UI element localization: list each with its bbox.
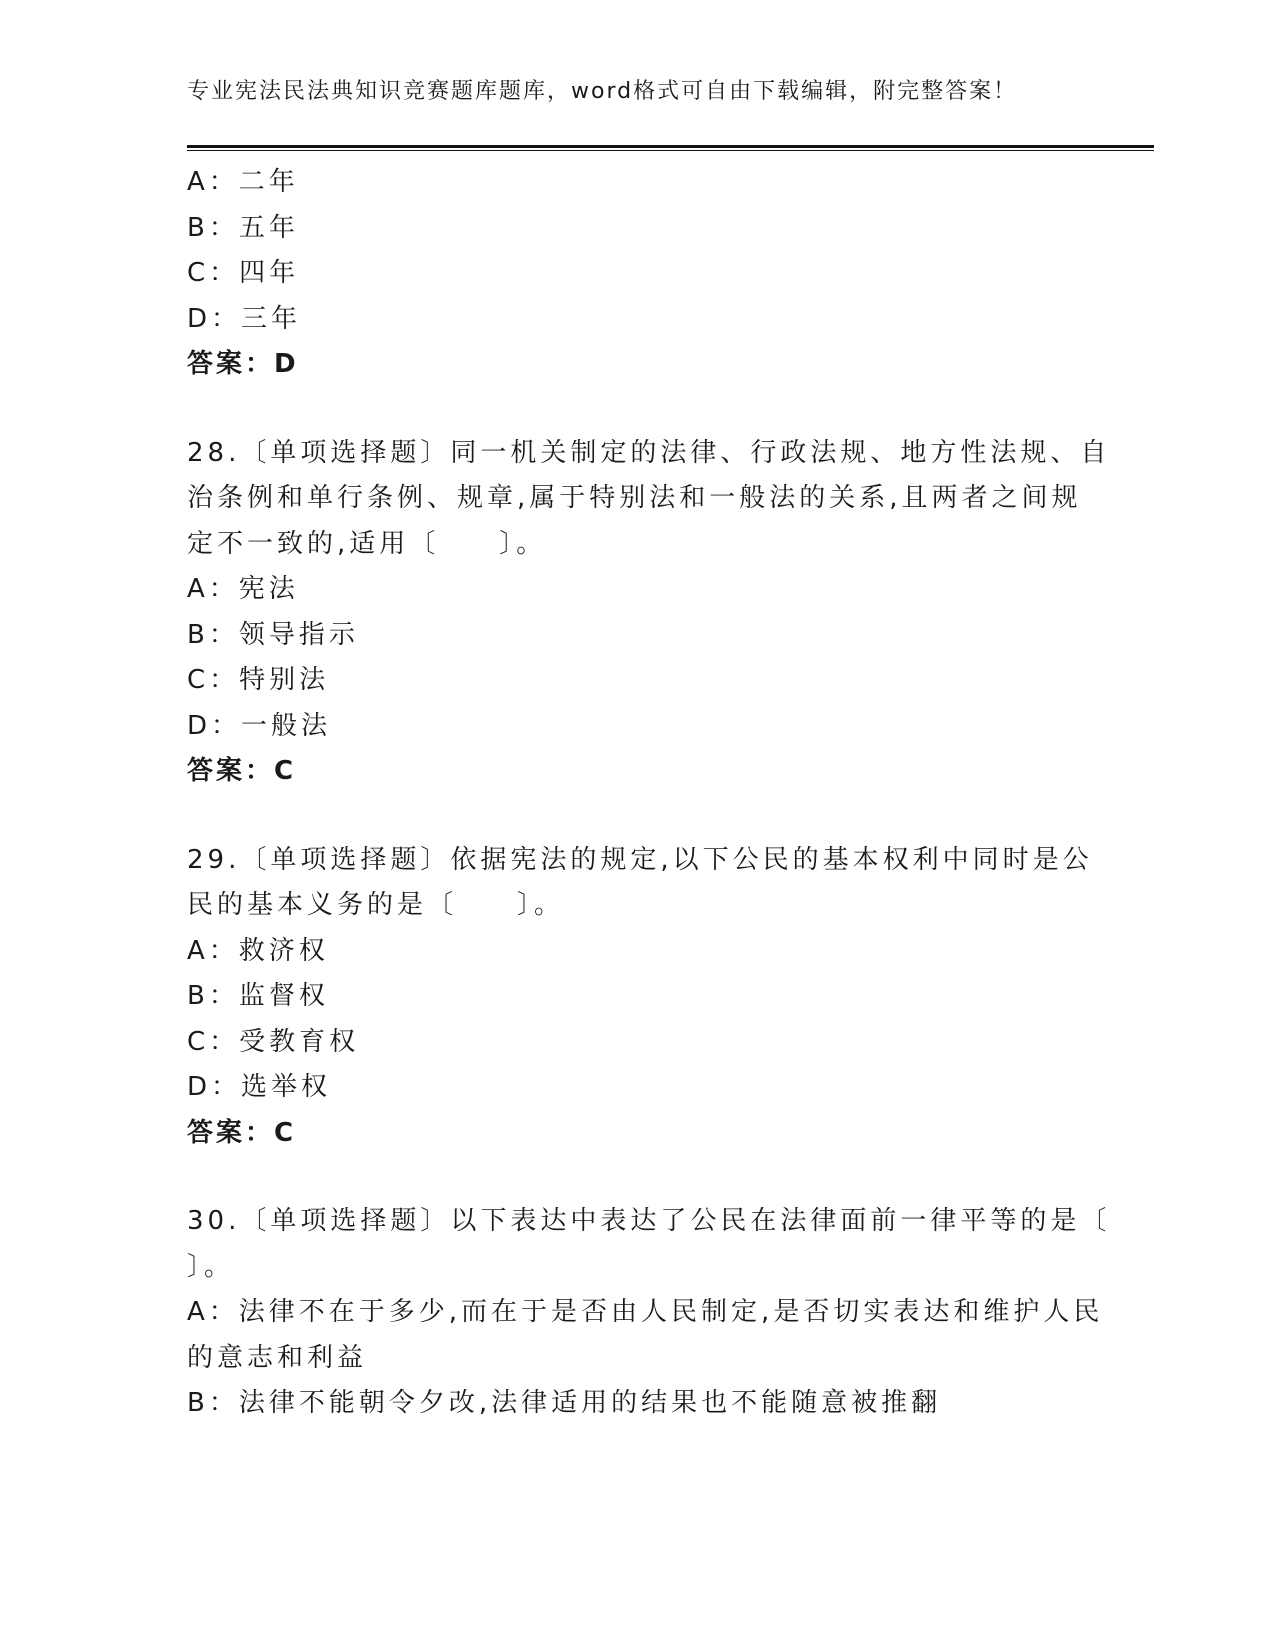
option-b: B：五年 <box>187 212 299 243</box>
option-b: B：法律不能朝令夕改,法律适用的结果也不能随意被推翻 <box>187 1388 942 1418</box>
question-text-line: 民的基本义务的是〔 〕。 <box>187 890 565 920</box>
question-block-29 <box>187 838 1093 1157</box>
option-a: A：法律不在于多少,而在于是否由人民制定,是否切实表达和维护人民 <box>187 1297 1104 1327</box>
question-block-28 <box>187 431 1111 795</box>
option-a-continued: 的意志和利益 <box>187 1342 368 1373</box>
question-text-line: 30.〔单项选择题〕以下表达中表达了公民在法律面前一律平等的是〔 <box>187 1206 1111 1236</box>
answer: 答案：C <box>187 756 297 786</box>
question-block-30 <box>187 1199 1111 1427</box>
option-c: C：受教育权 <box>187 1026 360 1057</box>
option-c: C：四年 <box>187 258 300 288</box>
option-b: B：监督权 <box>187 981 329 1011</box>
question-text-line: 〕。 <box>187 1251 235 1282</box>
option-a: A：宪法 <box>187 574 299 604</box>
document-header: 专业宪法民法典知识竞赛题库题库，word格式可自由下载编辑，附完整答案！ <box>187 79 1018 104</box>
header-rule-thick <box>187 145 1154 148</box>
question-block-27 <box>187 160 1067 388</box>
option-d: D：一般法 <box>187 710 332 741</box>
header-rule-thin <box>187 150 1154 151</box>
question-text-line: 29.〔单项选择题〕依据宪法的规定,以下公民的基本权利中同时是公 <box>187 844 1093 875</box>
answer: 答案：C <box>187 1117 297 1148</box>
question-list <box>187 160 1111 1427</box>
option-d: D：三年 <box>187 303 302 334</box>
question-text-line: 定不一致的,适用〔 〕。 <box>187 528 547 559</box>
option-b: B：领导指示 <box>187 619 359 650</box>
option-c: C：特别法 <box>187 665 330 695</box>
option-a: A：救济权 <box>187 935 329 966</box>
question-text-line: 28.〔单项选择题〕同一机关制定的法律、行政法规、地方性法规、自 <box>187 437 1111 468</box>
option-a: A：二年 <box>187 167 299 197</box>
option-d: D：选举权 <box>187 1072 332 1102</box>
question-text-line: 治条例和单行条例、规章,属于特别法和一般法的关系,且两者之间规 <box>187 483 1082 513</box>
answer: 答案：D <box>187 349 299 379</box>
